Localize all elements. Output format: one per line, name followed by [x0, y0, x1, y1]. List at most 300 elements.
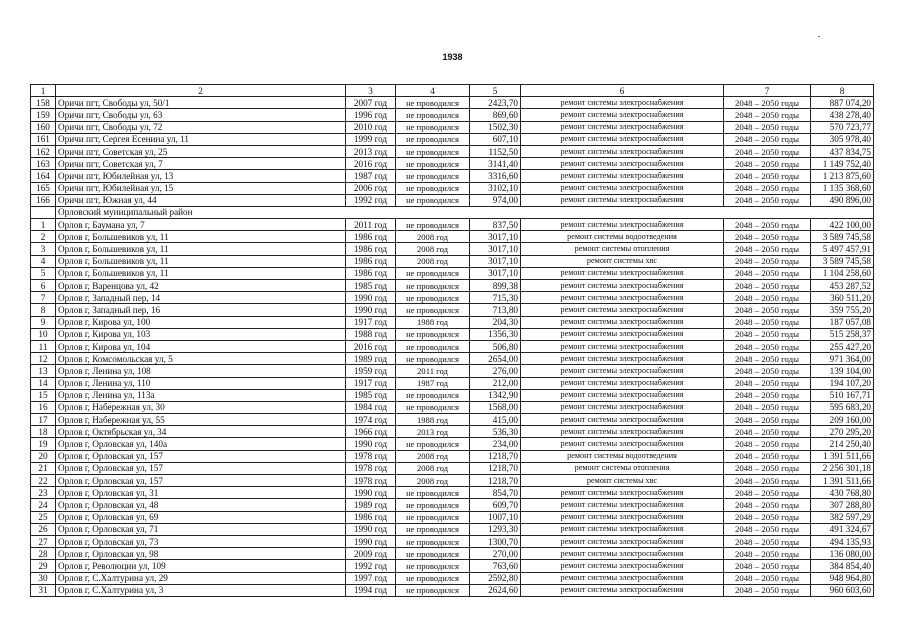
cell-number: 24: [31, 499, 56, 511]
cell-build-year: 1985 год: [346, 280, 396, 292]
cell-area: 607,10: [470, 133, 521, 145]
cell-number: 4: [31, 255, 56, 267]
cell-period: 2048 – 2050 годы: [724, 401, 811, 413]
cell-build-year: 1978 год: [346, 462, 396, 474]
column-header: 6: [521, 85, 724, 97]
cell-build-year: 2007 год: [346, 97, 396, 109]
cell-period: 2048 – 2050 годы: [724, 475, 811, 487]
cell-cost: 270 295,20: [811, 426, 874, 438]
section-number-cell: [31, 206, 56, 218]
table-row: [31, 316, 874, 328]
cell-period: 2048 – 2050 годы: [724, 194, 811, 206]
cell-last-repair: не проводился: [396, 487, 470, 499]
cell-work-type: ремонт системы электроснабжения: [521, 377, 724, 389]
cell-period: 2048 – 2050 годы: [724, 523, 811, 535]
table-row: [31, 365, 874, 377]
cell-work-type: ремонт системы электроснабжения: [521, 414, 724, 426]
cell-cost: 139 104,00: [811, 365, 874, 377]
cell-build-year: 1990 год: [346, 487, 396, 499]
cell-number: 10: [31, 328, 56, 340]
cell-cost: 453 287,52: [811, 280, 874, 292]
cell-build-year: 1999 год: [346, 133, 396, 145]
cell-period: 2048 – 2050 годы: [724, 450, 811, 462]
cell-build-year: 1986 год: [346, 243, 396, 255]
cell-work-type: ремонт системы электроснабжения: [521, 511, 724, 523]
table-row: [31, 292, 874, 304]
cell-work-type: ремонт системы водоотведения: [521, 450, 724, 462]
cell-work-type: ремонт системы электроснабжения: [521, 340, 724, 352]
cell-area: 1502,30: [470, 121, 521, 133]
cell-area: 899,38: [470, 280, 521, 292]
cell-work-type: ремонт системы электроснабжения: [521, 182, 724, 194]
cell-work-type: ремонт системы отопления: [521, 462, 724, 474]
cell-build-year: 1917 год: [346, 377, 396, 389]
cell-last-repair: 2008 год: [396, 475, 470, 487]
cell-number: 20: [31, 450, 56, 462]
cell-build-year: 1978 год: [346, 475, 396, 487]
cell-last-repair: не проводился: [396, 280, 470, 292]
table-row: [31, 121, 874, 133]
cell-period: 2048 – 2050 годы: [724, 158, 811, 170]
cell-address: Оричи пгт, Свободы ул, 72: [56, 121, 346, 133]
table-row: [31, 255, 874, 267]
cell-cost: 960 603,60: [811, 584, 874, 596]
cell-number: 17: [31, 414, 56, 426]
table-row: [31, 97, 874, 109]
cell-last-repair: не проводился: [396, 133, 470, 145]
cell-area: 2592,80: [470, 572, 521, 584]
cell-area: 869,60: [470, 109, 521, 121]
cell-number: 8: [31, 304, 56, 316]
cell-period: 2048 – 2050 годы: [724, 231, 811, 243]
cell-period: 2048 – 2050 годы: [724, 462, 811, 474]
cell-period: 2048 – 2050 годы: [724, 328, 811, 340]
cell-work-type: ремонт системы электроснабжения: [521, 280, 724, 292]
cell-address: Орлов г, Орловская ул, 140а: [56, 438, 346, 450]
cell-area: 415,00: [470, 414, 521, 426]
cell-last-repair: 2008 год: [396, 450, 470, 462]
cell-cost: 1 104 258,60: [811, 267, 874, 279]
cell-last-repair: не проводился: [396, 584, 470, 596]
cell-address: Орлов г, Орловская ул, 48: [56, 499, 346, 511]
cell-work-type: ремонт системы электроснабжения: [521, 170, 724, 182]
cell-area: 1007,10: [470, 511, 521, 523]
cell-address: Орлов г, Орловская ул, 157: [56, 475, 346, 487]
cell-build-year: 1917 год: [346, 316, 396, 328]
cell-period: 2048 – 2050 годы: [724, 535, 811, 547]
cell-last-repair: не проводился: [396, 158, 470, 170]
cell-address: Орлов г, Набережная ул, 55: [56, 414, 346, 426]
cell-number: 26: [31, 523, 56, 535]
cell-period: 2048 – 2050 годы: [724, 499, 811, 511]
table-row: [31, 401, 874, 413]
cell-address: Орлов г, Большевиков ул, 11: [56, 267, 346, 279]
cell-period: 2048 – 2050 годы: [724, 280, 811, 292]
cell-last-repair: 2008 год: [396, 243, 470, 255]
cell-address: Орлов г, Орловская ул, 98: [56, 548, 346, 560]
cell-cost: 136 080,00: [811, 548, 874, 560]
cell-number: 22: [31, 475, 56, 487]
cell-work-type: ремонт системы электроснабжения: [521, 97, 724, 109]
cell-number: 31: [31, 584, 56, 596]
cell-area: 276,00: [470, 365, 521, 377]
cell-number: 165: [31, 182, 56, 194]
cell-last-repair: не проводился: [396, 499, 470, 511]
cell-area: 1218,70: [470, 475, 521, 487]
column-header: 1: [31, 85, 56, 97]
cell-last-repair: не проводился: [396, 535, 470, 547]
cell-area: 3017,10: [470, 243, 521, 255]
cell-period: 2048 – 2050 годы: [724, 353, 811, 365]
cell-cost: 887 074,20: [811, 97, 874, 109]
table-row: [31, 511, 874, 523]
cell-number: 30: [31, 572, 56, 584]
cell-period: 2048 – 2050 годы: [724, 97, 811, 109]
cell-cost: 438 278,40: [811, 109, 874, 121]
cell-area: 1218,70: [470, 450, 521, 462]
cell-last-repair: 2008 год: [396, 462, 470, 474]
table-row: [31, 219, 874, 231]
cell-area: 1152,50: [470, 145, 521, 157]
cell-last-repair: не проводился: [396, 170, 470, 182]
cell-period: 2048 – 2050 годы: [724, 316, 811, 328]
cell-build-year: 1966 год: [346, 426, 396, 438]
cell-cost: 209 160,00: [811, 414, 874, 426]
cell-build-year: 1987 год: [346, 170, 396, 182]
scan-speck: [818, 36, 820, 37]
cell-area: 2423,70: [470, 97, 521, 109]
cell-number: 5: [31, 267, 56, 279]
cell-number: 27: [31, 535, 56, 547]
cell-address: Оричи пгт, Свободы ул, 63: [56, 109, 346, 121]
cell-address: Оричи пгт, Юбилейная ул, 13: [56, 170, 346, 182]
cell-address: Орлов г, Орловская ул, 71: [56, 523, 346, 535]
cell-number: 25: [31, 511, 56, 523]
cell-work-type: ремонт системы электроснабжения: [521, 499, 724, 511]
cell-last-repair: не проводился: [396, 194, 470, 206]
cell-work-type: ремонт системы водоотведения: [521, 231, 724, 243]
cell-number: 159: [31, 109, 56, 121]
cell-work-type: ремонт системы электроснабжения: [521, 560, 724, 572]
cell-area: 1300,70: [470, 535, 521, 547]
cell-address: Орлов г, Кирова ул, 104: [56, 340, 346, 352]
cell-cost: 437 834,75: [811, 145, 874, 157]
cell-build-year: 1984 год: [346, 401, 396, 413]
cell-last-repair: 1988 год: [396, 414, 470, 426]
cell-number: 158: [31, 97, 56, 109]
cell-work-type: ремонт системы электроснабжения: [521, 328, 724, 340]
cell-period: 2048 – 2050 годы: [724, 438, 811, 450]
cell-work-type: ремонт системы электроснабжения: [521, 438, 724, 450]
cell-address: Орлов г, Ленина ул, 113а: [56, 389, 346, 401]
cell-area: 1568,00: [470, 401, 521, 413]
table-row: [31, 328, 874, 340]
cell-work-type: ремонт системы электроснабжения: [521, 158, 724, 170]
cell-period: 2048 – 2050 годы: [724, 219, 811, 231]
cell-area: 212,00: [470, 377, 521, 389]
cell-build-year: 1990 год: [346, 438, 396, 450]
cell-area: 713,80: [470, 304, 521, 316]
cell-build-year: 1989 год: [346, 353, 396, 365]
cell-build-year: 1994 год: [346, 584, 396, 596]
cell-cost: 1 213 875,60: [811, 170, 874, 182]
cell-work-type: ремонт системы электроснабжения: [521, 487, 724, 499]
cell-number: 18: [31, 426, 56, 438]
table-row: [31, 426, 874, 438]
cell-build-year: 1992 год: [346, 560, 396, 572]
cell-number: 11: [31, 340, 56, 352]
cell-number: 3: [31, 243, 56, 255]
table-row: [31, 145, 874, 157]
cell-address: Орлов г, Варенцова ул, 42: [56, 280, 346, 292]
cell-period: 2048 – 2050 годы: [724, 292, 811, 304]
cell-last-repair: 2011 год: [396, 365, 470, 377]
cell-period: 2048 – 2050 годы: [724, 365, 811, 377]
cell-last-repair: 2008 год: [396, 255, 470, 267]
cell-period: 2048 – 2050 годы: [724, 133, 811, 145]
cell-last-repair: не проводился: [396, 438, 470, 450]
cell-last-repair: 1988 год: [396, 316, 470, 328]
section-row: [31, 206, 874, 218]
cell-area: 609,70: [470, 499, 521, 511]
cell-cost: 194 107,20: [811, 377, 874, 389]
table-row: [31, 182, 874, 194]
cell-address: Орлов г, Кирова ул, 100: [56, 316, 346, 328]
cell-build-year: 2006 год: [346, 182, 396, 194]
cell-work-type: ремонт системы электроснабжения: [521, 572, 724, 584]
cell-build-year: 1990 год: [346, 523, 396, 535]
cell-address: Орлов г, Комсомольская ул, 5: [56, 353, 346, 365]
cell-area: 2624,60: [470, 584, 521, 596]
cell-address: Орлов г, Октябрьская ул, 34: [56, 426, 346, 438]
column-header: 3: [346, 85, 396, 97]
cell-address: Оричи пгт, Советская ул, 7: [56, 158, 346, 170]
cell-last-repair: не проводился: [396, 292, 470, 304]
cell-number: 16: [31, 401, 56, 413]
cell-build-year: 2016 год: [346, 340, 396, 352]
cell-area: 974,00: [470, 194, 521, 206]
cell-last-repair: не проводился: [396, 109, 470, 121]
cell-period: 2048 – 2050 годы: [724, 109, 811, 121]
cell-cost: 305 978,40: [811, 133, 874, 145]
table-row: [31, 450, 874, 462]
table-row: [31, 267, 874, 279]
cell-cost: 307 288,80: [811, 499, 874, 511]
cell-number: 163: [31, 158, 56, 170]
cell-area: 3141,40: [470, 158, 521, 170]
cell-address: Орлов г, Большевиков ул, 11: [56, 255, 346, 267]
cell-last-repair: 2013 год: [396, 426, 470, 438]
cell-work-type: ремонт системы электроснабжения: [521, 401, 724, 413]
column-number-row: [31, 85, 874, 97]
cell-work-type: ремонт системы электроснабжения: [521, 304, 724, 316]
cell-last-repair: не проводился: [396, 389, 470, 401]
cell-cost: 422 100,00: [811, 219, 874, 231]
cell-last-repair: не проводился: [396, 572, 470, 584]
table-row: [31, 377, 874, 389]
cell-number: 164: [31, 170, 56, 182]
cell-cost: 1 149 752,40: [811, 158, 874, 170]
cell-area: 204,30: [470, 316, 521, 328]
column-header: 8: [811, 85, 874, 97]
cell-last-repair: не проводился: [396, 401, 470, 413]
table-row: [31, 560, 874, 572]
cell-work-type: ремонт системы электроснабжения: [521, 426, 724, 438]
cell-area: 1293,30: [470, 523, 521, 535]
table-row: [31, 535, 874, 547]
cell-address: Орлов г, Западный пер, 16: [56, 304, 346, 316]
cell-work-type: ремонт системы электроснабжения: [521, 523, 724, 535]
cell-build-year: 1990 год: [346, 292, 396, 304]
cell-work-type: ремонт системы электроснабжения: [521, 365, 724, 377]
cell-number: 19: [31, 438, 56, 450]
cell-build-year: 2016 год: [346, 158, 396, 170]
cell-address: Орлов г, Революции ул, 109: [56, 560, 346, 572]
cell-area: 837,50: [470, 219, 521, 231]
cell-period: 2048 – 2050 годы: [724, 511, 811, 523]
repair-register-table: [30, 84, 874, 597]
table-row: [31, 584, 874, 596]
cell-area: 3316,60: [470, 170, 521, 182]
cell-last-repair: 2008 год: [396, 231, 470, 243]
cell-number: 166: [31, 194, 56, 206]
cell-build-year: 1978 год: [346, 450, 396, 462]
cell-period: 2048 – 2050 годы: [724, 560, 811, 572]
cell-address: Оричи пгт, Свободы ул, 50/1: [56, 97, 346, 109]
cell-address: Орлов г, Западный пер, 14: [56, 292, 346, 304]
cell-number: 14: [31, 377, 56, 389]
cell-cost: 384 854,40: [811, 560, 874, 572]
cell-last-repair: не проводился: [396, 523, 470, 535]
cell-period: 2048 – 2050 годы: [724, 414, 811, 426]
cell-work-type: ремонт системы электроснабжения: [521, 389, 724, 401]
table-row: [31, 243, 874, 255]
cell-last-repair: не проводился: [396, 145, 470, 157]
cell-area: 506,80: [470, 340, 521, 352]
cell-period: 2048 – 2050 годы: [724, 584, 811, 596]
cell-area: 763,60: [470, 560, 521, 572]
cell-address: Орлов г, Ленина ул, 108: [56, 365, 346, 377]
cell-cost: 3 589 745,58: [811, 231, 874, 243]
cell-cost: 255 427,20: [811, 340, 874, 352]
table-row: [31, 487, 874, 499]
cell-last-repair: не проводился: [396, 340, 470, 352]
cell-work-type: ремонт системы электроснабжения: [521, 316, 724, 328]
cell-build-year: 1997 год: [346, 572, 396, 584]
cell-area: 1342,90: [470, 389, 521, 401]
cell-cost: 359 755,20: [811, 304, 874, 316]
cell-area: 3017,10: [470, 231, 521, 243]
cell-period: 2048 – 2050 годы: [724, 340, 811, 352]
cell-number: 161: [31, 133, 56, 145]
cell-area: 270,00: [470, 548, 521, 560]
cell-cost: 5 497 457,91: [811, 243, 874, 255]
cell-cost: 2 256 301,18: [811, 462, 874, 474]
cell-build-year: 1986 год: [346, 511, 396, 523]
cell-number: 162: [31, 145, 56, 157]
cell-address: Оричи пгт, Юбилейная ул, 15: [56, 182, 346, 194]
cell-work-type: ремонт системы отопления: [521, 243, 724, 255]
cell-number: 9: [31, 316, 56, 328]
cell-last-repair: не проводился: [396, 353, 470, 365]
table-row: [31, 462, 874, 474]
cell-number: 2: [31, 231, 56, 243]
cell-build-year: 2011 год: [346, 219, 396, 231]
cell-address: Орлов г, Орловская ул, 69: [56, 511, 346, 523]
cell-build-year: 1959 год: [346, 365, 396, 377]
cell-last-repair: не проводился: [396, 560, 470, 572]
cell-number: 160: [31, 121, 56, 133]
cell-address: Орлов г, Ленина ул, 110: [56, 377, 346, 389]
cell-last-repair: не проводился: [396, 182, 470, 194]
cell-cost: 3 589 745,58: [811, 255, 874, 267]
cell-period: 2048 – 2050 годы: [724, 121, 811, 133]
cell-build-year: 1996 год: [346, 109, 396, 121]
cell-period: 2048 – 2050 годы: [724, 389, 811, 401]
cell-area: 3017,10: [470, 267, 521, 279]
cell-cost: 491 324,67: [811, 523, 874, 535]
cell-build-year: 2010 год: [346, 121, 396, 133]
cell-cost: 382 597,29: [811, 511, 874, 523]
cell-number: 12: [31, 353, 56, 365]
page-number: 1938: [442, 52, 463, 62]
table-row: [31, 170, 874, 182]
cell-area: 715,30: [470, 292, 521, 304]
cell-last-repair: 1987 год: [396, 377, 470, 389]
column-header: 7: [724, 85, 811, 97]
cell-work-type: ремонт системы электроснабжения: [521, 121, 724, 133]
table-row: [31, 389, 874, 401]
column-header: 5: [470, 85, 521, 97]
table-row: [31, 353, 874, 365]
cell-cost: 570 723,77: [811, 121, 874, 133]
cell-period: 2048 – 2050 годы: [724, 487, 811, 499]
cell-cost: 360 511,20: [811, 292, 874, 304]
table-row: [31, 194, 874, 206]
cell-period: 2048 – 2050 годы: [724, 255, 811, 267]
cell-number: 28: [31, 548, 56, 560]
table-row: [31, 523, 874, 535]
cell-last-repair: не проводился: [396, 328, 470, 340]
cell-number: 23: [31, 487, 56, 499]
cell-address: Оричи пгт, Сергея Есенина ул, 11: [56, 133, 346, 145]
table-row: [31, 304, 874, 316]
cell-work-type: ремонт системы электроснабжения: [521, 584, 724, 596]
cell-build-year: 1974 год: [346, 414, 396, 426]
cell-address: Орлов г, С.Халтурина ул, 29: [56, 572, 346, 584]
table-row: [31, 231, 874, 243]
table-body: [31, 85, 874, 597]
cell-area: 2654,00: [470, 353, 521, 365]
cell-last-repair: не проводился: [396, 121, 470, 133]
cell-cost: 510 167,71: [811, 389, 874, 401]
section-title: Орловский муниципальный район: [56, 206, 874, 218]
table-row: [31, 280, 874, 292]
cell-address: Орлов г, С.Халтурина ул, 3: [56, 584, 346, 596]
cell-cost: 430 768,80: [811, 487, 874, 499]
cell-build-year: 1992 год: [346, 194, 396, 206]
table-row: [31, 414, 874, 426]
cell-last-repair: не проводился: [396, 511, 470, 523]
cell-last-repair: не проводился: [396, 304, 470, 316]
cell-cost: 494 135,93: [811, 535, 874, 547]
cell-address: Орлов г, Большевиков ул, 11: [56, 243, 346, 255]
cell-period: 2048 – 2050 годы: [724, 182, 811, 194]
cell-build-year: 1989 год: [346, 499, 396, 511]
cell-number: 7: [31, 292, 56, 304]
cell-work-type: ремонт системы электроснабжения: [521, 267, 724, 279]
cell-period: 2048 – 2050 годы: [724, 548, 811, 560]
